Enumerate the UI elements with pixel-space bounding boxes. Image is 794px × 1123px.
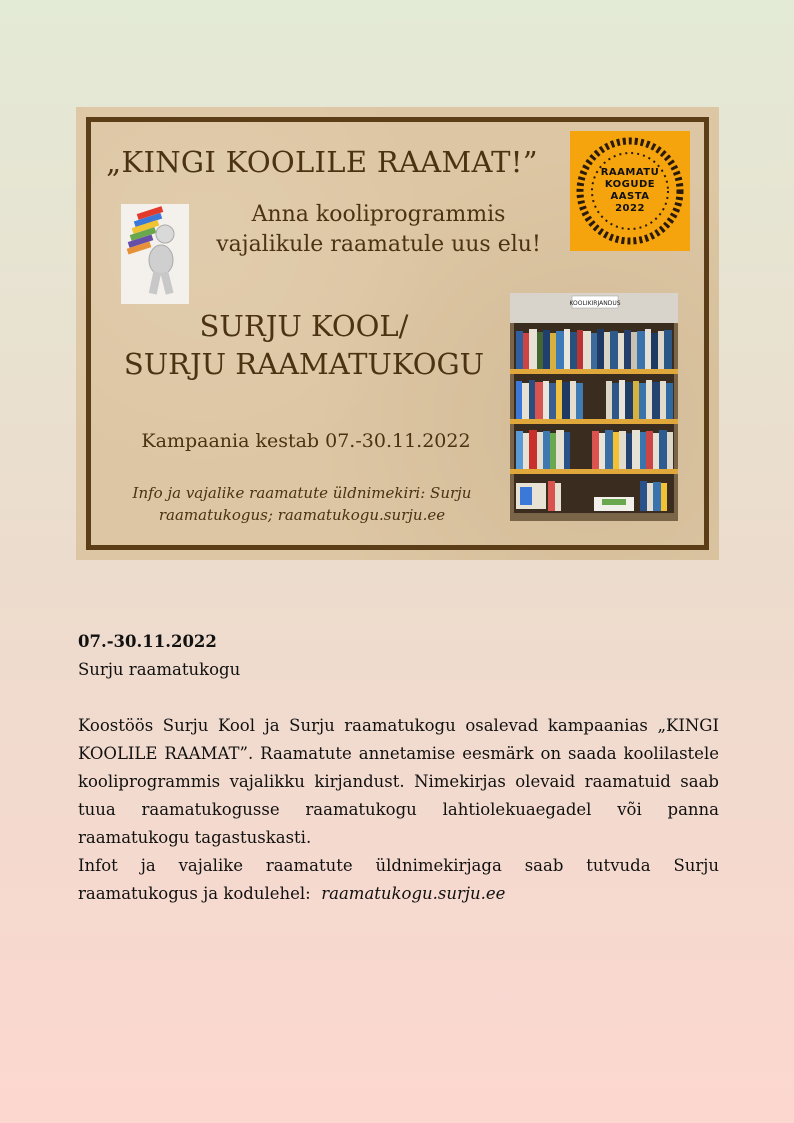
article-date: 07.-30.11.2022 — [78, 632, 217, 651]
poster-title: „KINGI KOOLILE RAAMAT!” — [106, 145, 538, 179]
poster-info: Info ja vajalike raamatute üldnimekiri: Surju raamatukogus; raamatukogu.surju.ee — [132, 484, 472, 524]
article-paragraph-1: Koostöös Surju Kool ja Surju raamatukogu osalevad kampaanias „KINGI KOOLILE RAAMAT”. Raamatute annetamise eesmärk on saada koolilastele kooliprogrammis vajalikku kirjandust. Nimekirjas olevaid raamatuid saab tuua raamatukogusse raamatukogu lahtiolekuaegadel või panna raamatukogu tagastuskasti. — [78, 716, 719, 847]
poster-campaign-dates: Kampaania kestab 07.-30.11.2022 — [141, 430, 471, 452]
poster-tagline: Anna kooliprogrammis vajalikule raamatule uus elu! — [216, 202, 541, 257]
article-paragraph-2: Infot ja vajalike raamatute üldnimekirjaga saab tutvuda Surju raamatukogus ja kodulehel: raamatukogu.surju.ee — [78, 856, 719, 903]
library-year-logo: RAAMATU KOGUDE AASTA 2022 — [570, 131, 690, 251]
campaign-poster — [76, 107, 719, 560]
article-location: Surju raamatukogu — [78, 660, 241, 679]
book-carrier-figure — [121, 204, 189, 304]
homepage-link[interactable]: raamatukogu.surju.ee — [321, 884, 506, 903]
poster-school-name: SURJU KOOL/ SURJU RAAMATUKOGU — [123, 309, 485, 381]
spacer — [78, 684, 719, 712]
svg-text:KOOLIKIRJANDUS: KOOLIKIRJANDUS — [569, 300, 621, 307]
article-body — [78, 628, 719, 908]
library-bookshelf-photo — [510, 293, 678, 521]
